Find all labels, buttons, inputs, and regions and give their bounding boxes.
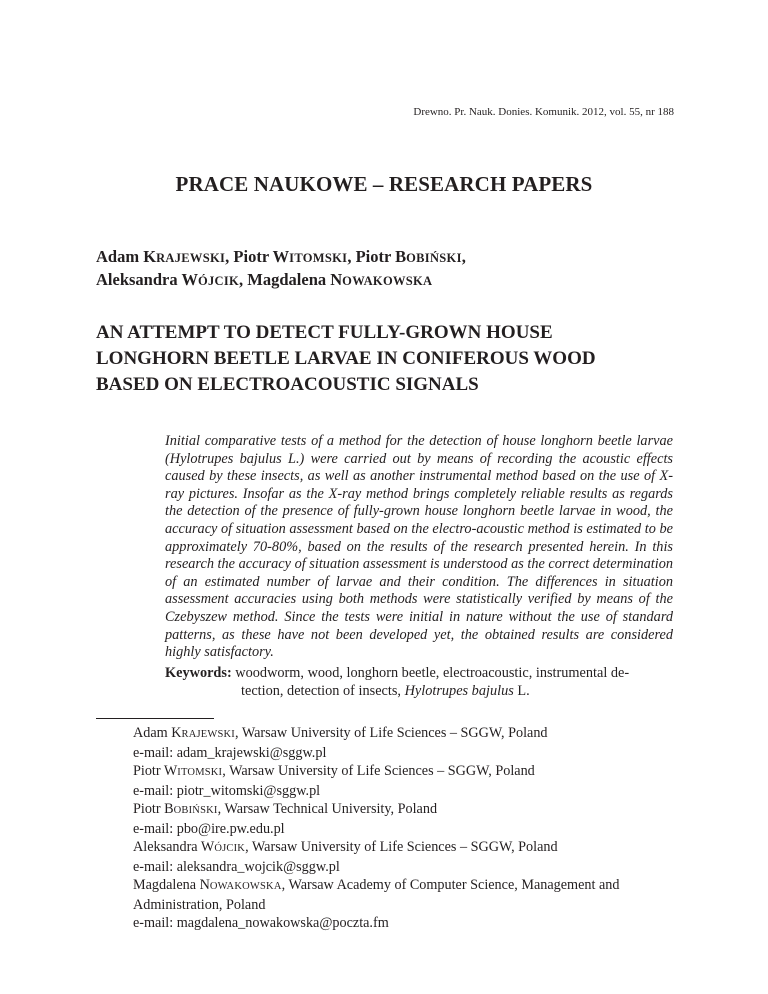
- title-line: AN ATTEMPT TO DETECT FULLY-GROWN HOUSE: [96, 322, 553, 343]
- affil-email: e-mail: aleksandra_wojcik@sggw.pl: [133, 859, 340, 875]
- author-last-initial: W: [181, 270, 198, 289]
- author-first-name: Piotr: [233, 247, 273, 266]
- author-first-name: Adam: [96, 247, 144, 266]
- title-line: LONGHORN BEETLE LARVAE IN CONIFEROUS WOOD: [96, 348, 596, 369]
- keywords-label: Keywords:: [165, 665, 232, 681]
- author-last-initial: W: [272, 247, 290, 266]
- author-separator: ,: [239, 270, 248, 289]
- author-first-name: Aleksandra: [96, 270, 182, 289]
- affil-initial: W: [163, 763, 178, 779]
- affil-last-rest: OBIŃSKI: [173, 805, 218, 816]
- affil-last-rest: ÓJCIK: [214, 843, 246, 854]
- affil-institution: , Warsaw Technical University, Poland: [217, 801, 438, 817]
- affil-initial: W: [200, 839, 215, 855]
- author-list: [96, 246, 466, 292]
- keywords-species: Hylotrupes bajulus: [404, 683, 514, 699]
- affil-first-name: Piotr: [133, 801, 165, 817]
- affil-institution: , Warsaw University of Life Sciences – SGGW, Poland: [222, 763, 535, 779]
- keywords-text: woodworm, wood, longhorn beetle, electroacoustic, instrumental de-: [231, 665, 630, 681]
- keywords: [165, 664, 673, 700]
- footnote-divider: [96, 718, 214, 719]
- affil-first-name: Aleksandra: [133, 839, 201, 855]
- author-last-rest: OBIŃSKI: [406, 251, 462, 265]
- author-last-initial: N: [330, 270, 343, 289]
- affil-institution: , Warsaw Academy of Computer Science, Management and: [281, 877, 620, 893]
- affil-email: e-mail: adam_krajewski@sggw.pl: [133, 745, 327, 761]
- affil-initial: K: [171, 725, 182, 741]
- affiliation-line: [133, 800, 673, 820]
- affil-initial: B: [164, 801, 174, 817]
- affil-last-rest: ITOMSKI: [177, 767, 223, 778]
- affil-first-name: Adam: [133, 725, 172, 741]
- keywords-line-1: [165, 664, 673, 682]
- abstract: Initial comparative tests of a method for the detection of house longhorn beetle larvae (Hylotrupes bajulus L.) were carried out by means of recording the acoustic effects caused by these insects, as well as another instrumental method based on the use of X-ray pictures. Insofar as the X-ray method brings completely reliable results as regards the detection of the presence of fully-grown house longhorn beetle larvae in wood, the accuracy of situation assessment based on the electro-acoustic method is estimated to be approximately 70-80%, based on the results of the research presented herein. In this research the accuracy of situation assessment is understood as the correct determination of an estimated number of larvae and their condition. The differences in situation assessment accuracies using both methods were statistically verified by means of the Czebyszew method. Since the tests were initial in nature without the use of standard patterns, as these have not been developed yet, the obtained results are considered highly satisfactory.: [165, 433, 673, 661]
- author-last-rest: ÓJCIK: [197, 274, 240, 288]
- journal-citation: Drewno. Pr. Nauk. Donies. Komunik. 2012, vol. 55, nr 188: [413, 106, 674, 118]
- author-last-rest: RAJEWSKI: [156, 251, 226, 265]
- title-line: BASED ON ELECTROACOUSTIC SIGNALS: [96, 374, 479, 395]
- author-last-rest: OWAKOWSKA: [342, 274, 433, 288]
- paper-title: [96, 320, 696, 398]
- affiliation-line: [133, 876, 673, 896]
- author-line-2: [96, 269, 466, 292]
- affiliations: [133, 724, 673, 932]
- affil-email: e-mail: pbo@ire.pw.edu.pl: [133, 821, 285, 837]
- affil-email: e-mail: piotr_witomski@sggw.pl: [133, 783, 321, 799]
- affiliation-line: [133, 838, 673, 858]
- affil-first-name: Magdalena: [133, 877, 200, 893]
- author-last-initial: K: [143, 247, 157, 266]
- author-first-name: Magdalena: [247, 270, 331, 289]
- author-last-initial: B: [395, 247, 407, 266]
- affil-first-name: Piotr: [133, 763, 164, 779]
- affil-institution: , Warsaw University of Life Sciences – SGGW, Poland: [245, 839, 558, 855]
- affil-last-rest: RAJEWSKI: [181, 729, 235, 740]
- keywords-text-end: L.: [513, 683, 530, 699]
- affil-email: e-mail: magdalena_nowakowska@poczta.fm: [133, 915, 389, 931]
- affiliation-line: [133, 724, 673, 744]
- affil-last-rest: OWAKOWSKA: [209, 881, 282, 892]
- section-title: PRACE NAUKOWE – RESEARCH PAPERS: [175, 172, 593, 196]
- author-separator: ,: [225, 247, 234, 266]
- keywords-line-2: [165, 682, 673, 700]
- author-separator: ,: [461, 247, 466, 266]
- keywords-text: tection, detection of insects,: [241, 683, 405, 699]
- affil-initial: N: [199, 877, 210, 893]
- affiliation-line-cont: Administration, Poland: [133, 897, 266, 913]
- author-last-rest: ITOMSKI: [289, 251, 348, 265]
- affiliation-line: [133, 762, 673, 782]
- author-first-name: Piotr: [355, 247, 396, 266]
- author-separator: ,: [347, 247, 356, 266]
- affil-institution: , Warsaw University of Life Sciences – SGGW, Poland: [235, 725, 548, 741]
- author-line-1: [96, 246, 466, 269]
